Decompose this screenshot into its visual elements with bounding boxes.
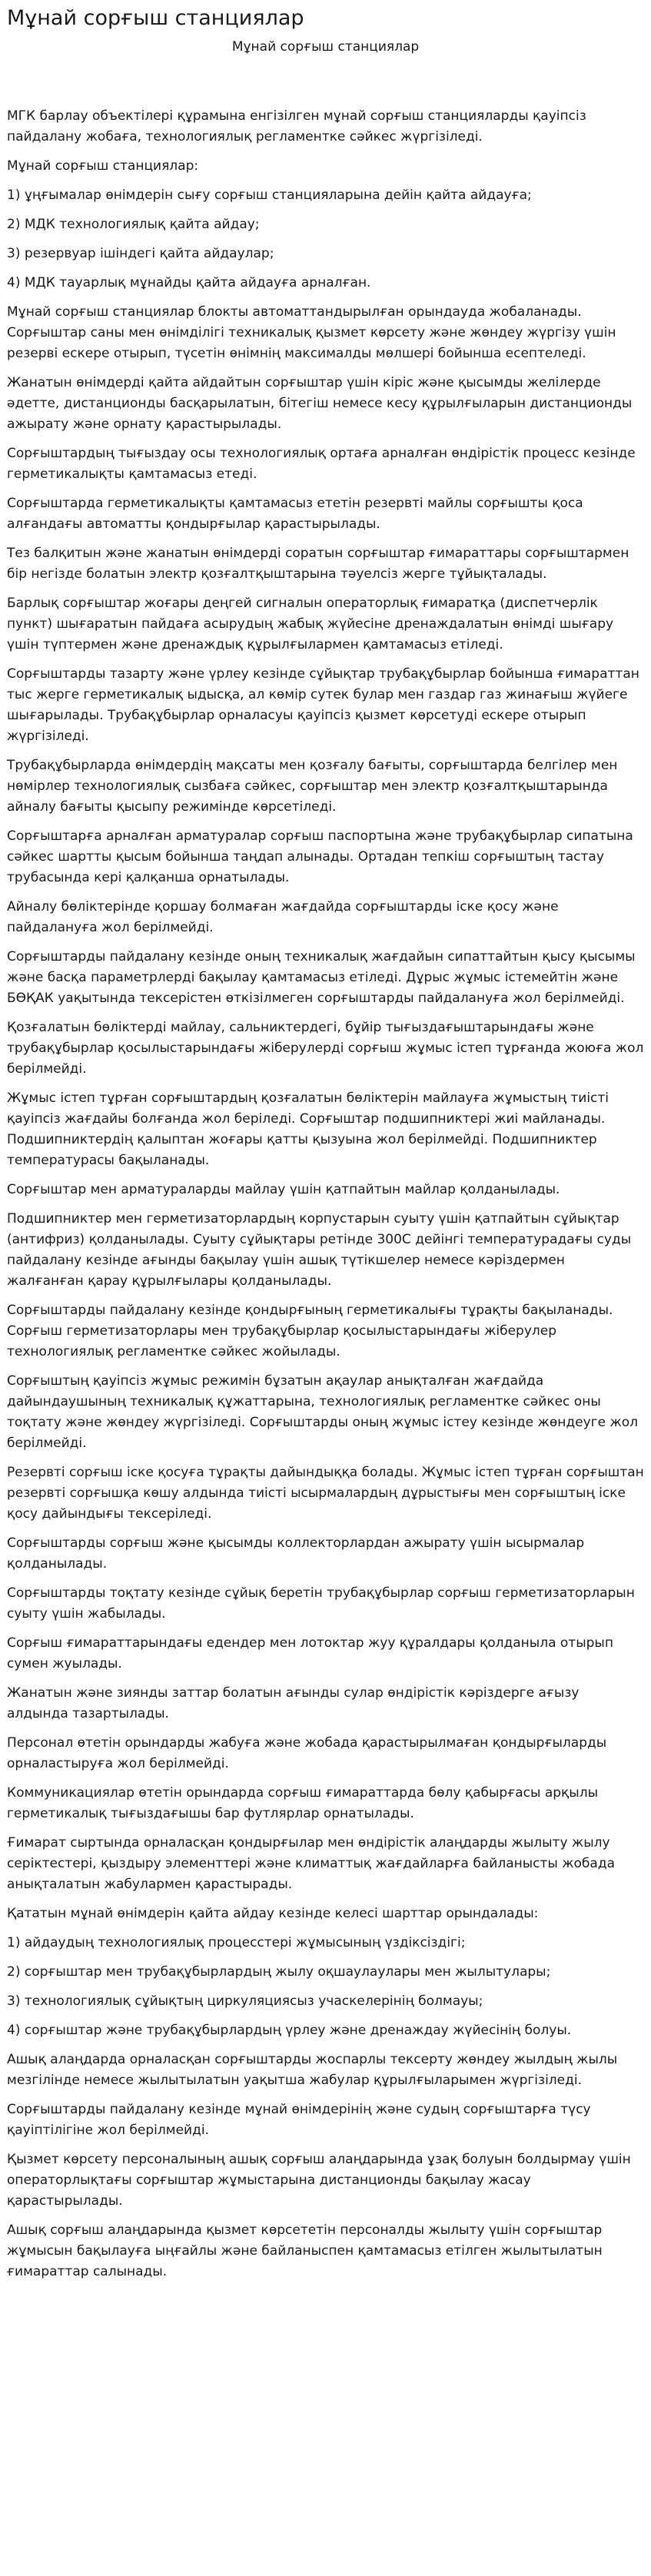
paragraph: Жұмыс істеп тұрған сорғыштардың қозғалатын бөліктерін майлауға жұмыстың тиісті қауіпсіз жағдайы болғанда жол беріледі. Сорғыштар подшипниктері жиі майланады. Подшипниктердің қалыптан жоғары қатты қызуына жол берілмейді. Подшипниктер температурасы бақыланады. [7, 1090, 609, 1168]
paragraph: Ашық алаңдарда орналасқан сорғыштарды жоспарлы тексерту жөндеу жылдың жылы мезгілінде немесе жылытылатын уақытша жабулар құрылғыларымен жүргізіледі. [7, 2052, 618, 2088]
paragraph: 4) МДК тауарлық мұнайды қайта айдауға арналған. [7, 275, 371, 290]
page-title: Мұнай сорғыш станциялар [7, 6, 304, 30]
paragraph: Сорғыштарды сорғыш және қысымды коллекторлардан ажырату үшін ысырмалар қолданылады. [7, 1535, 585, 1572]
paragraph: Сорғыштарда герметикалықты қамтамасыз ететін резервті майлы сорғышты қоса алғандағы автоматты қондырғылар қарастырылады. [7, 496, 583, 532]
paragraph: Подшипниктер мен герметизаторлардың корпустарын суыту үшін қатпайтын сұйықтар (антифриз) қолданылады. Суыту сұйықтары ретінде 300С дейінгі температурадағы суды пайдалану кезінде ағынды бақылау үшін ашық түтікшелер немесе кәріздермен жалғанған қарау құрылғылары қолданылады. [7, 1211, 632, 1289]
paragraph: Сорғыштар мен арматураларды майлау үшін қатпайтын майлар қолданылады. [7, 1182, 560, 1197]
paragraph: Барлық сорғыштар жоғары деңгей сигналын операторлық ғимаратқа (диспетчерлік пункт) шығаратын пайдаға асырудың жабық жүйесіне дренаждалатын өнімді шығару үшін түптермен және дренаждық құрылғылармен қамтамасыз етіледі. [7, 596, 614, 652]
paragraph: Қозғалатын бөліктерді майлау, сальниктердегі, бұйір тығыздағыштарындағы және трубақұбырлар қосылыстарындағы жіберулерді сорғыш жұмыс істеп тұрғанда жоюға жол берілмейді. [7, 1020, 644, 1077]
document-body [7, 106, 644, 2282]
paragraph: 1) айдаудың технологиялық процесстері жұмысының үздіксіздігі; [7, 1935, 466, 1950]
paragraph: 3) резервуар ішіндегі қайта айдаулар; [7, 246, 274, 261]
paragraph: Коммуникациялар өтетін орындарда сорғыш ғимараттарда бөлу қабырғасы арқылы герметикалық тығыздағышы бар футлярлар орнатылады. [7, 1785, 599, 1821]
document-subtitle: Мұнай сорғыш станциялар [231, 39, 420, 55]
paragraph: Сорғыштың қауіпсіз жұмыс режимін бұзатын ақаулар анықталған жағдайда дайындаушының техникалық құжаттарына, технологиялық регламентке сәйкес оны тоқтату және жөндеу жүргізіледі. Сорғыштарды оның жұмыс істеу кезінде жөндеуге жол берілмейді. [7, 1373, 639, 1451]
paragraph: Сорғыш ғимараттарындағы едендер мен лотоктар жуу құралдары қолданыла отырып сумен жуылады. [7, 1635, 613, 1671]
paragraph: Сорғыштарды пайдалану кезінде мұнай өнімдерінің және судың сорғыштарға түсу қауіптілігіне жол берілмейді. [7, 2102, 591, 2138]
paragraph: Жанатын және зиянды заттар болатын ағынды сулар өндірістік кәріздерге ағызу алдында тазартылады. [7, 1685, 580, 1721]
paragraph: Қататын мұнай өнімдерін қайта айдау кезінде келесі шарттар орындалады: [7, 1906, 539, 1921]
paragraph: Айналу бөліктерінде қоршау болмаған жағдайда сорғыштарды іске қосу және пайдалануға жол берілмейді. [7, 899, 559, 935]
paragraph: Қызмет көрсету персоналының ашық сорғыш алаңдарында ұзақ болуын болдырмау үшін операторлықтағы сорғыштар жұмыстарына дистанционды бақылау жасау қарастырылады. [7, 2152, 631, 2209]
paragraph: 2) МДК технологиялық қайта айдау; [7, 217, 260, 232]
paragraph: Трубақұбырларда өнімдердің мақсаты мен қозғалу бағыты, сорғыштарда белгілер мен нөмірлер технологиялық сызбаға сәйкес, сорғыштар мен электр қозғалтқыштарында айналу бағыты қысыпу режимінде көрсетіледі. [7, 758, 618, 815]
paragraph: Сорғыштардың тығыздау осы технологиялық ортаға арналған өндірістік процесс кезінде герметикалықты қамтамасыз етеді. [7, 446, 636, 482]
paragraph: Сорғыштарды пайдалану кезінде қондырғының герметикалығы тұрақты бақыланады. Сорғыш герметизаторлары мен трубақұбырлар қосылыстарындағы жіберулер технологиялық регламентке сәйкес жойылады. [7, 1303, 613, 1359]
paragraph: Сорғыштарды тазарту және үрлеу кезінде сұйықтар трубақұбырлар бойынша ғимараттан тыс жерге герметикалық ыдысқа, ал көмір сутек булар мен газдар газ жинағыш жүйеге шығарылады. Трубақұбырлар орналасуы қауіпсіз қызмет көрсетуді ескере отырып жүргізіледі. [7, 666, 639, 744]
paragraph: 1) ұңғымалар өнімдерін сығу сорғыш станцияларына дейін қайта айдауға; [7, 188, 532, 203]
paragraph: Ғимарат сыртында орналасқан қондырғылар мен өндірістік алаңдарды жылыту жылу серіктестері, қыздыру элементтері және климаттық жағдайларға байланысты жобада анықталатын жабулармен қарастырады. [7, 1835, 616, 1892]
paragraph: МГК барлау объектілері құрамына енгізілген мұнай сорғыш станцияларды қауіпсіз пайдалану жобаға, технологиялық регламентке сәйкес жүргізіледі. [7, 108, 586, 144]
paragraph: Сорғыштарды пайдалану кезінде оның техникалық жағдайын сипаттайтын қысу қысымы және басқа параметрлерді бақылау қамтамасыз етіледі. Дұрыс жұмыс істемейтін және БӨҚАК уақытында тексерістен өткізілмеген сорғыштарды пайдалануға жол берілмейді. [7, 949, 636, 1006]
paragraph: 3) технологиялық сұйықтың циркуляциясыз учаскелерінің болмауы; [7, 1993, 483, 2009]
paragraph: Ашық сорғыш алаңдарында қызмет көрсететін персоналды жылыту үшін сорғыштар жұмысын бақылауға ыңғайлы және байланыспен қамтамасыз етілген жылытылатын ғимараттар салынады. [7, 2222, 603, 2279]
paragraph: Сорғыштарды тоқтату кезінде сұйық беретін трубақұбырлар сорғыш герметизаторларын суыту үшін жабылады. [7, 1585, 635, 1622]
paragraph: Резервті сорғыш іске қосуға тұрақты дайындыққа болады. Жұмыс істеп тұрған сорғыштан резервті сорғышқа көшу алдында тиісті ысырмалардың дұрыстығы мен сорғыштың іске қосу дайындығы тексеріледі. [7, 1465, 644, 1522]
paragraph: 2) сорғыштар мен трубақұбырлардың жылу оқшаулаулары мен жылытулары; [7, 1964, 551, 1980]
paragraph: 4) сорғыштар және трубақұбырлардың үрлеу және дренаждау жүйесінің болуы. [7, 2023, 572, 2038]
paragraph: Сорғыштарға арналған арматуралар сорғыш паспортына және трубақұбырлар сипатына сәйкес шартты қысым бойынша таңдап алынады. Ортадан тепкіш сорғыштың тастау трубасында кері қалқанша орнатылады. [7, 828, 633, 885]
paragraph: Персонал өтетін орындарды жабуға және жобада қарастырылмаған қондырғыларды орналастыруға жол берілмейді. [7, 1735, 607, 1771]
paragraph: Мұнай сорғыш станциялар блокты автоматтандырылған орындауда жобаланады. Сорғыштар саны мен өнімділігі техникалық қызмет көрсету және жөндеу жүргізу үшін резерві ескере отырып, түсетін өнімнің максималды мөлшері бойынша есептеледі. [7, 304, 616, 361]
paragraph: Жанатын өнімдерді қайта айдайтын сорғыштар үшін кіріс және қысымды желілерде әдетте, дистанционды басқарылатын, бітегіш немесе кесу құрылғыларын дистанционды ажырату және орнату қарастырылады. [7, 375, 633, 432]
paragraph: Тез балқитын және жанатын өнімдерді соратын сорғыштар ғимараттары сорғыштармен бір негізде болатын электр қозғалтқыштарына тәуелсіз жерге тұйықталады. [7, 546, 629, 582]
paragraph: Мұнай сорғыш станциялар: [7, 158, 199, 174]
